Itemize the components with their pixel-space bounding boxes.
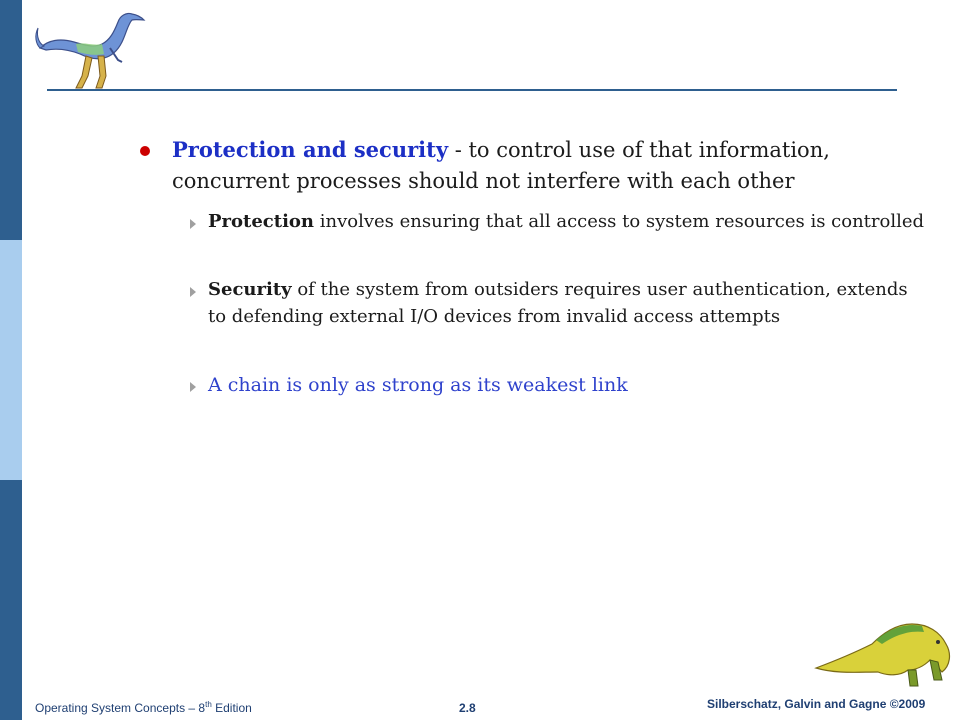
subitem-security-text: of the system from outsiders requires user authentication, extends to defending external I/O devices from invalid access attempts <box>208 279 908 327</box>
main-bullet-body: - to control use of that information, concurrent processes should not interfere with each other <box>172 138 830 193</box>
footer-book-title-sup: th <box>205 700 212 709</box>
triangle-bullet-icon <box>190 287 196 297</box>
footer-copyright: Silberschatz, Galvin and Gagne ©2009 <box>707 697 926 711</box>
subitem-protection-text: involves ensuring that all access to system resources is controlled <box>314 211 925 232</box>
triangle-bullet-icon <box>190 219 196 229</box>
subitem-security-bold: Security <box>208 279 292 300</box>
subitem-security <box>208 276 928 330</box>
subitem-chain <box>208 372 928 399</box>
footer-book-title-text: Operating System Concepts – 8 <box>35 701 206 715</box>
footer-book-title-tail: Edition <box>211 701 252 715</box>
footer-book-title <box>35 700 252 715</box>
subitem-protection <box>208 208 928 235</box>
subitem-chain-text: A chain is only as strong as its weakest link <box>208 374 628 396</box>
triangle-bullet-icon <box>190 382 196 392</box>
subitem-protection-bold: Protection <box>208 211 314 232</box>
main-bullet-title: Protection and security <box>172 137 449 162</box>
bullet-dot <box>140 146 150 156</box>
main-bullet-text <box>172 134 912 197</box>
footer-page-number: 2.8 <box>459 701 476 715</box>
